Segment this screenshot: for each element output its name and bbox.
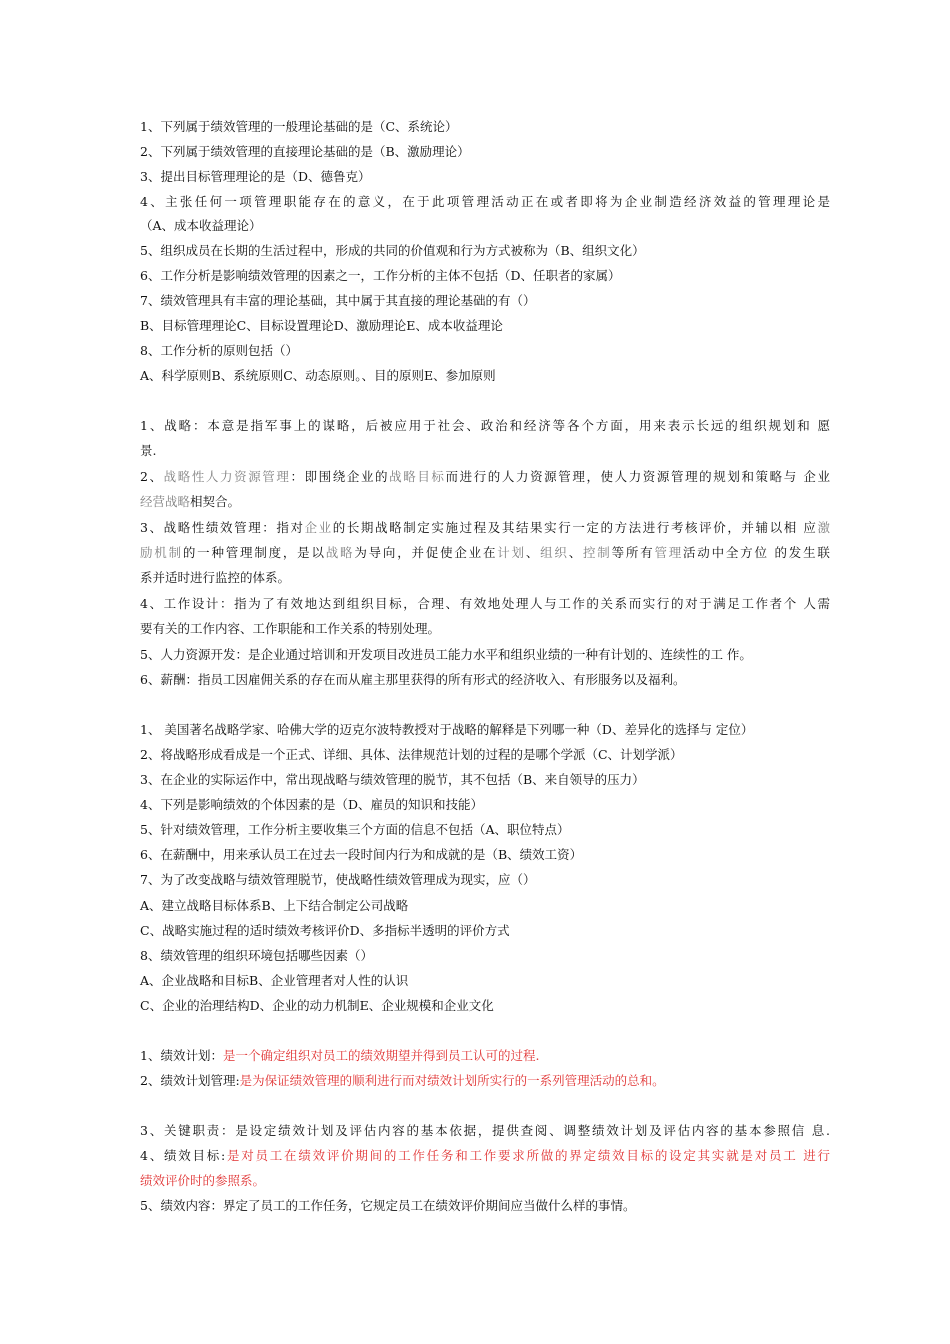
question-2: 2、下列属于绩效管理的直接理论基础的是（B、激励理论）	[140, 144, 470, 159]
link-strategy[interactable]: 战略	[325, 545, 355, 560]
link-enterprise[interactable]: 企业	[304, 520, 333, 535]
question-s3-8-options-b: C、企业的治理结构D、企业的动力机制E、企业规模和企业文化	[140, 998, 494, 1013]
question-6: 6、工作分析是影响绩效管理的因素之一，工作分析的主体不包括（D、任职者的家属）	[140, 268, 621, 283]
definition-strategic-hrm-cont: 经营战略相契合。	[140, 494, 241, 509]
definition-performance-plan: 1、绩效计划：是一个确定组织对员工的绩效期望并得到员工认可的过程.	[140, 1048, 540, 1063]
definition-strategy: 1、战略：本意是指军事上的谋略，后被应用于社会、政治和经济等各个方面，用来表示长远的组织规划和 愿	[140, 418, 830, 433]
definition-compensation: 6、薪酬：指员工因雇佣关系的存在而从雇主那里获得的所有形式的经济收入、有形服务以及福利。	[140, 672, 686, 687]
definition-strategic-performance-end: 系并适时进行监控的体系。	[140, 570, 291, 585]
definition-strategy-cont: 景.	[140, 443, 157, 458]
question-4: 4、主张任何一项管理职能存在的意义，在于此项管理活动正在或者即将为企业制造经济效益的管理理论是	[140, 194, 830, 209]
question-s3-7: 7、为了改变战略与绩效管理脱节，使战略性绩效管理成为现实，应（）	[140, 872, 536, 887]
question-4-answer: （A、成本收益理论）	[140, 218, 262, 233]
question-5: 5、组织成员在长期的生活过程中，形成的共同的价值观和行为方式被称为（B、组织文化）	[140, 243, 645, 258]
question-s3-6: 6、在薪酬中，用来承认员工在过去一段时间内行为和成就的是（B、绩效工资）	[140, 847, 583, 862]
question-s3-4: 4、下列是影响绩效的个体因素的是（D、雇员的知识和技能）	[140, 797, 483, 812]
question-s3-1: 1、 美国著名战略学家、哈佛大学的迈克尔波特教授对于战略的解释是下列哪一种（D、差异化的选择与 定位）	[140, 722, 754, 737]
question-s3-2: 2、将战略形成看成是一个正式、详细、具体、法律规范计划的过程的是哪个学派（C、计划学派）	[140, 747, 683, 762]
question-s3-5: 5、针对绩效管理，工作分析主要收集三个方面的信息不包括（A、职位特点）	[140, 822, 570, 837]
question-s3-8: 8、绩效管理的组织环境包括哪些因素（）	[140, 948, 373, 963]
definition-performance-plan-management: 2、绩效计划管理:是为保证绩效管理的顺利进行而对绩效计划所实行的一系列管理活动的总和。	[140, 1073, 665, 1088]
question-1: 1、下列属于绩效管理的一般理论基础的是（C、系统论）	[140, 119, 458, 134]
link-incentive-1[interactable]: 激	[817, 520, 830, 535]
definition-performance-goal-cont: 绩效评价时的参照系。	[140, 1173, 266, 1188]
question-8: 8、工作分析的原则包括（）	[140, 343, 298, 358]
definition-strategic-hrm: 2、战略性人力资源管理：即围绕企业的战略目标而进行的人力资源管理，使人力资源管理的规划和策略与 企业	[140, 469, 830, 484]
definition-performance-content: 5、绩效内容：界定了员工的工作任务，它规定员工在绩效评价期间应当做什么样的事情。	[140, 1198, 636, 1213]
question-3: 3、提出目标管理理论的是（D、德鲁克）	[140, 169, 371, 184]
definition-strategic-performance-cont: 励机制的一种管理制度，是以战略为导向，并促使企业在计划、组织、控制等所有管理活动中全方位 的发生联	[140, 545, 830, 560]
question-s3-7-options-b: C、战略实施过程的适时绩效考核评价D、多指标半透明的评价方式	[140, 923, 510, 938]
definition-key-duties: 3、关键职责：是设定绩效计划及评估内容的基本依据，提供查阅、调整绩效计划及评估内容的基本参照信 息.	[140, 1123, 830, 1138]
question-s3-7-options-a: A、建立战略目标体系B、上下结合制定公司战略	[140, 898, 409, 913]
question-s3-8-options-a: A、企业战略和目标B、企业管理者对人性的认识	[140, 973, 409, 988]
definition-job-design-cont: 要有关的工作内容、工作职能和工作关系的特别处理。	[140, 621, 441, 636]
question-7-options: B、目标管理理论C、目标设置理论D、激励理论E、成本收益理论	[140, 318, 503, 333]
definition-performance-goal: 4、绩效目标:是对员工在绩效评价期间的工作任务和工作要求所做的界定绩效目标的设定其实就是对员工 进行	[140, 1148, 830, 1163]
definition-job-design: 4、工作设计：指为了有效地达到组织目标，合理、有效地处理人与工作的关系而实行的对于满足工作者个 人需	[140, 596, 830, 611]
definition-strategic-performance: 3、战略性绩效管理：指对企业的长期战略制定实施过程及其结果实行一定的方法进行考核评价，并辅以相 应激	[140, 520, 830, 535]
link-incentive-2[interactable]: 励机制	[140, 545, 183, 560]
link-organization[interactable]: 组织	[540, 545, 569, 560]
link-business-strategy[interactable]: 经营战略	[140, 494, 191, 509]
question-7: 7、绩效管理具有丰富的理论基础，其中属于其直接的理论基础的有（）	[140, 293, 536, 308]
link-management[interactable]: 管理	[654, 545, 684, 560]
link-strategic-goal[interactable]: 战略目标	[389, 469, 446, 484]
question-8-options: A、科学原则B、系统原则C、动态原则。、目的原则E、参加原则	[140, 368, 496, 383]
link-control[interactable]: 控制	[582, 545, 612, 560]
definition-hr-development: 5、人力资源开发：是企业通过培训和开发项目改进员工能力水平和组织业绩的一种有计划的、连续性的工 作。	[140, 647, 752, 662]
link-strategic-hrm[interactable]: 战略性人力资源管理	[163, 469, 291, 484]
question-s3-3: 3、在企业的实际运作中，常出现战略与绩效管理的脱节，其不包括（B、来自领导的压力）	[140, 772, 645, 787]
link-plan[interactable]: 计划	[497, 545, 526, 560]
